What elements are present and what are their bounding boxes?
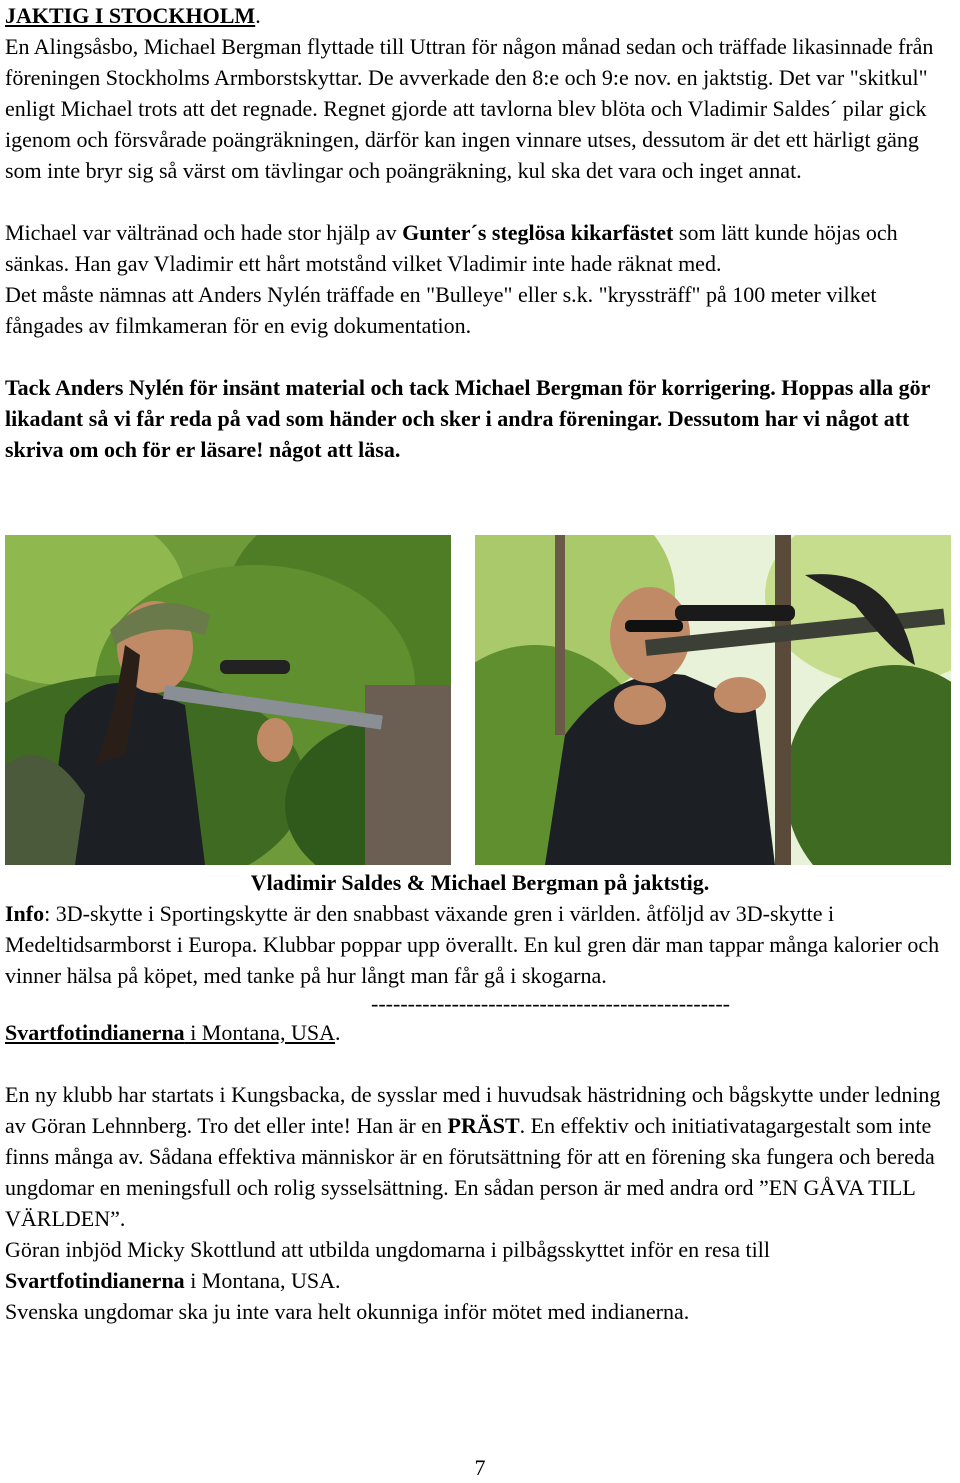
photo-vladimir-saldes bbox=[5, 535, 451, 865]
paragraph-kungsbacka: En ny klubb har startats i Kungsbacka, de sysslar med i huvudsak hästridning och bågskytte under ledning av Göran Lehnnberg. Tro det eller inte! Han är en PRÄST. En effektiv och initiativatagargestalt som inte finns många av. Sådana effektiva människor är en förutsättning för att en förening ska fungera och bereda ungdomar en meningsfull och rolig sysselsättning. En sådan person är med andra ord ”EN GÅVA TILL VÄRLDEN”. bbox=[5, 1082, 941, 1231]
prast-word: PRÄST bbox=[447, 1113, 520, 1138]
article-title: JAKTIG I STOCKHOLM. bbox=[5, 3, 261, 28]
paragraph-svenska-ungdomar: Svenska ungdomar ska ju inte vara helt okunniga inför mötet med indianerna. bbox=[5, 1299, 690, 1324]
section-heading-svartfot: Svartfotindianerna i Montana, USA. bbox=[5, 1020, 341, 1045]
section-divider: ------------------------------------------------- bbox=[371, 991, 730, 1016]
page-number: 7 bbox=[474, 1455, 486, 1480]
info-label: Info bbox=[5, 901, 45, 926]
paragraph-micky: Göran inbjöd Micky Skottlund att utbilda ungdomarna i pilbågsskyttet inför en resa till Svartfotindianerna i Montana, USA. bbox=[5, 1237, 770, 1293]
paragraph-intro: En Alingsåsbo, Michael Bergman flyttade till Uttran för någon månad sedan och träffade likasinnade från föreningen Stockholms Armborstskyttar. De avverkade den 8:e och 9:e nov. en jaktstig. Det var "skitkul" enligt Michael trots att det regnade. Regnet gjorde att tavlorna blev blöta och Vladimir Saldes´ pilar gick igenom och försvårade poängräkningen, därför kan ingen vinnare utses, dessutom är det ett härligt gäng som inte bryr sig så värst om tävlingar och poängräkning, kul ska det vara och inget annat. bbox=[5, 34, 934, 183]
paragraph-bullseye: Det måste nämnas att Anders Nylén träffade en "Bulleye" eller s.k. "kryssträff" på 100 meter vilket fångades av filmkameran för en evig dokumentation. bbox=[5, 282, 877, 338]
document-page bbox=[5, 0, 955, 1327]
paragraph-thanks: Tack Anders Nylén för insänt material och tack Michael Bergman för korrigering. Hoppas alla gör likadant så vi får reda på vad som händer och sker i andra föreningar. Dessutom har vi något att skriva om och för er läsare! något att läsa. bbox=[5, 375, 930, 462]
paragraph-info: Info: 3D-skytte i Sportingskytte är den snabbast växande gren i världen. åtföljd av 3D-skytte i Medeltidsarmborst i Europa. Klubbar poppar upp överallt. En kul gren där man tappar många kalorier och vinner hälsa på köpet, med tanke på hur långt man får gå i skogarna. bbox=[5, 901, 940, 988]
paragraph-gunter: Michael var vältränad och hade stor hjälp av Gunter´s steglösa kikarfästet som lätt kunde höjas och sänkas. Han gav Vladimir ett hårt motstånd vilket Vladimir inte hade räknat med. bbox=[5, 220, 898, 276]
photo-row bbox=[5, 535, 955, 865]
photo-michael-bergman bbox=[475, 535, 951, 865]
photo-caption: Vladimir Saldes & Michael Bergman på jaktstig. bbox=[250, 870, 710, 895]
gunter-product-name: Gunter´s steglösa kikarfästet bbox=[402, 220, 674, 245]
